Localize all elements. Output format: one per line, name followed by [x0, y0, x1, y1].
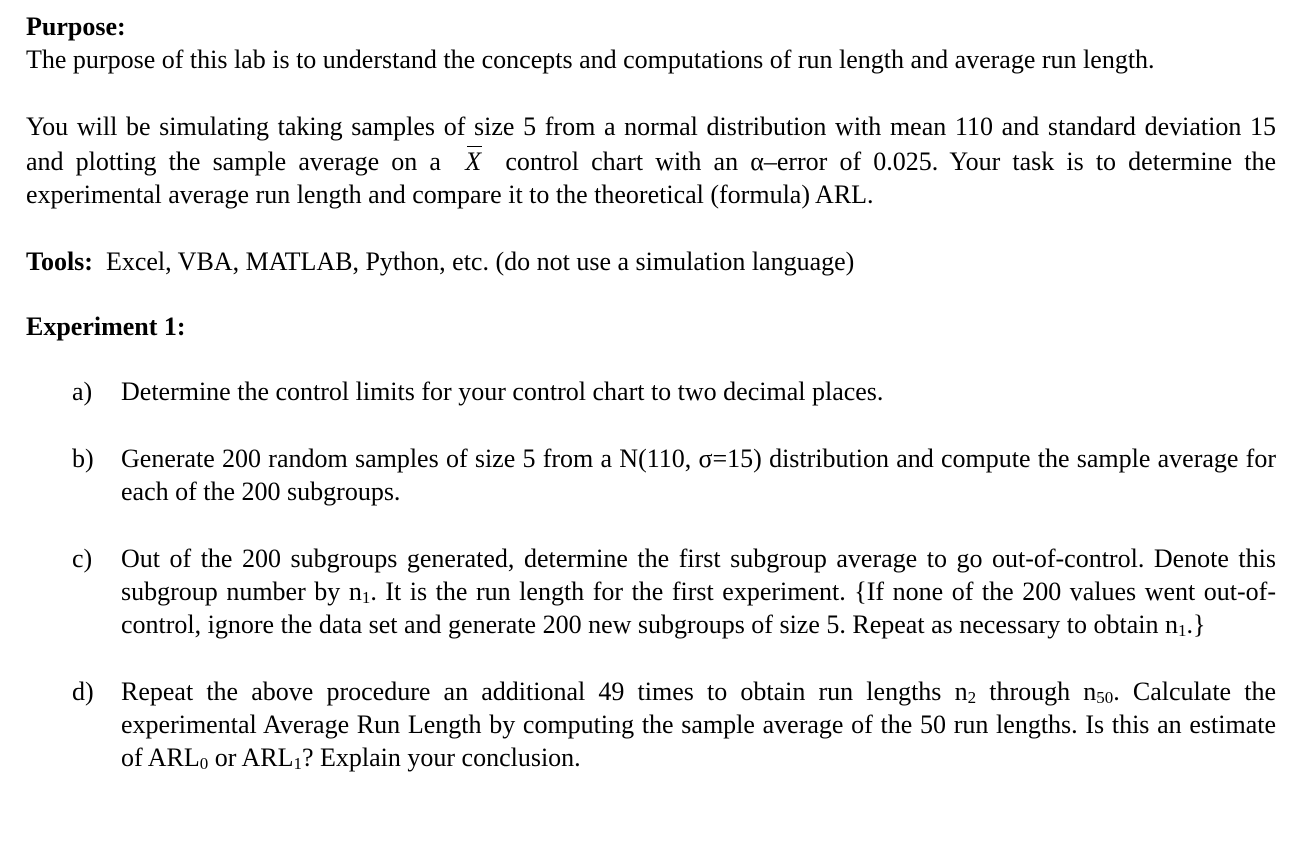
experiment-heading: Experiment 1: [26, 312, 186, 341]
tools-label: Tools: [26, 247, 93, 276]
tools-line [26, 245, 1276, 278]
subscript: 1 [1178, 621, 1187, 640]
subscript: 50 [1096, 688, 1114, 707]
list-item-c [26, 542, 1276, 641]
item-letter: c) [72, 544, 93, 573]
xbar-symbol: X [465, 143, 481, 178]
list-item-b [26, 442, 1276, 508]
intro-text-part1: You will be simulating taking samples of size 5 from a normal distribution with mean 110 and standard deviation 15 and plotting the sample average on a [26, 112, 1276, 176]
item-text: Determine the control limits for your control chart to two decimal places. [121, 377, 884, 406]
spacer [26, 278, 1276, 310]
subscript: 1 [293, 754, 302, 773]
item-text [121, 542, 1276, 641]
purpose-heading: Purpose: [26, 12, 126, 41]
item-letter: b) [72, 444, 94, 473]
spacer [26, 211, 1276, 245]
subscript: 1 [361, 588, 371, 607]
item-letter: a) [72, 377, 93, 406]
item-text-segment: ? Explain your conclusion. [301, 743, 581, 772]
item-text-segment: . It is the run length for the first experiment. {If none of the 200 values went out-of-control, ignore the data set and generate 200 new subgroups of size 5. Repeat as necessary to obtain n [121, 577, 1276, 639]
item-text: Generate 200 random samples of size 5 from a N(110, σ=15) distribution and compute the sample average for each of the 200 subgroups. [121, 444, 1276, 506]
subscript: 2 [967, 688, 977, 707]
list-item-d [26, 675, 1276, 774]
item-text-segment: Out of the 200 subgroups generated, determine the first subgroup average to go out-of-control. Denote this subgroup number by n [121, 544, 1276, 606]
document-page [26, 10, 1276, 808]
item-letter: d) [72, 677, 94, 706]
item-text [121, 675, 1276, 774]
item-text-segment: through n [976, 677, 1097, 706]
item-text-segment: Repeat the above procedure an additional 49 times to obtain run lengths n [121, 677, 968, 706]
item-text-segment: or ARL [208, 743, 294, 772]
intro-text-part2: control chart with an α–error of 0.025. Your task is to determine the experimental average run length and compare it to the theoretical (formula) ARL. [26, 147, 1277, 209]
purpose-text: The purpose of this lab is to understand the concepts and computations of run length and average run length. [26, 45, 1155, 74]
spacer [26, 343, 1276, 375]
spacer [26, 76, 1276, 110]
subscript: 0 [199, 754, 209, 773]
intro-paragraph [26, 110, 1276, 211]
item-text-segment: . Calculate the experimental Average Run Length by computing the sample average of the 50 run lengths. Is this an estimate of ARL [121, 677, 1276, 772]
tools-text: Excel, VBA, MATLAB, Python, etc. (do not use a simulation language) [105, 247, 855, 276]
experiment-steps-list [26, 375, 1276, 774]
item-text-segment: .} [1186, 610, 1206, 639]
list-item-a [26, 375, 1276, 408]
